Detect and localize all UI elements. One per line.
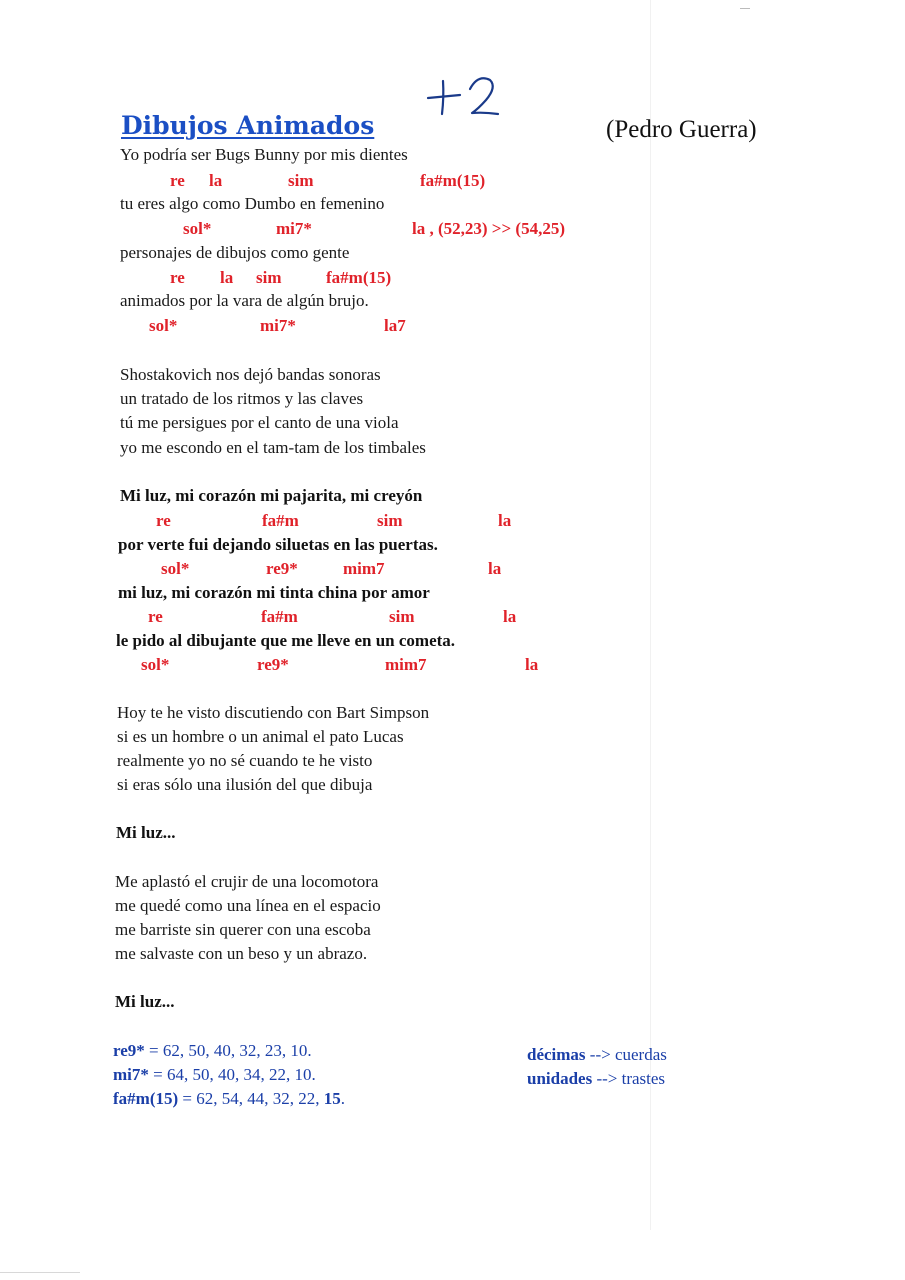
lyric-line: me quedé como una línea en el espacio bbox=[115, 896, 381, 915]
chord: la bbox=[220, 268, 234, 287]
chord: re9* bbox=[257, 655, 289, 674]
chord-def-value: = 62, 54, 44, 32, 22, bbox=[178, 1089, 324, 1108]
lyric-line: me salvaste con un beso y un abrazo. bbox=[115, 944, 368, 963]
lyric-line: tu eres algo como Dumbo en femenino bbox=[120, 194, 385, 213]
chorus-line: Mi luz, mi corazón mi pajarita, mi creyón bbox=[120, 486, 423, 505]
chord: fa#m bbox=[262, 511, 299, 530]
chord-def-name: re9* bbox=[113, 1041, 145, 1060]
scan-mark-bottom bbox=[0, 1272, 80, 1273]
chord-definition bbox=[113, 1042, 312, 1059]
lyric-line: Me aplastó el crujir de una locomotora bbox=[115, 872, 379, 891]
refrain-marker: Mi luz... bbox=[115, 992, 175, 1011]
chord-def-value: = 62, 50, 40, 32, 23, 10. bbox=[144, 1041, 312, 1060]
chord: la bbox=[525, 655, 539, 674]
legend-entry bbox=[527, 1046, 667, 1063]
chord: fa#m(15) bbox=[326, 268, 392, 287]
chord: sol* bbox=[141, 655, 170, 674]
lyric-line: animados por la vara de algún brujo. bbox=[120, 291, 369, 310]
chord: sim bbox=[389, 607, 415, 626]
legend-text: --> trastes bbox=[592, 1069, 666, 1088]
legend-term: décimas bbox=[527, 1045, 586, 1064]
chord: mi7* bbox=[260, 316, 296, 335]
chord: sim bbox=[288, 171, 314, 190]
chord-def-value: = 64, 50, 40, 34, 22, 10. bbox=[148, 1065, 316, 1084]
chord: sol* bbox=[149, 316, 178, 335]
chord: sim bbox=[256, 268, 282, 287]
chord: la bbox=[209, 171, 223, 190]
chord: re bbox=[170, 171, 185, 190]
chord: re bbox=[156, 511, 171, 530]
chord: re bbox=[170, 268, 185, 287]
chord: la bbox=[503, 607, 517, 626]
refrain-marker: Mi luz... bbox=[116, 823, 176, 842]
chord: fa#m bbox=[261, 607, 298, 626]
lyric-line: realmente yo no sé cuando te he visto bbox=[117, 751, 373, 770]
chord-def-end: . bbox=[340, 1089, 345, 1108]
chorus-line: le pido al dibujante que me lleve en un cometa. bbox=[116, 631, 456, 650]
lyric-line: yo me escondo en el tam-tam de los timbales bbox=[120, 438, 426, 457]
handwritten-transpose-note bbox=[422, 72, 512, 127]
lyric-line: tú me persigues por el canto de una viola bbox=[120, 413, 399, 432]
chord: la7 bbox=[384, 316, 406, 335]
chord-def-highlight: 15 bbox=[323, 1089, 341, 1108]
chord-definition bbox=[113, 1066, 316, 1083]
handwritten-plus-two-icon bbox=[422, 72, 512, 122]
chord: la bbox=[488, 559, 502, 578]
song-author: (Pedro Guerra) bbox=[606, 116, 757, 143]
lyric-line: me barriste sin querer con una escoba bbox=[115, 920, 371, 939]
lyric-line: si es un hombre o un animal el pato Lucas bbox=[117, 727, 404, 746]
chord-def-name: fa#m(15) bbox=[113, 1089, 179, 1108]
chord: sim bbox=[377, 511, 403, 530]
scan-mark bbox=[740, 8, 750, 9]
song-title: Dibujos Animados bbox=[121, 111, 375, 140]
chord: la bbox=[498, 511, 512, 530]
lyric-line: Hoy te he visto discutiendo con Bart Simpson bbox=[117, 703, 430, 722]
chord: sol* bbox=[183, 219, 212, 238]
lyric-line: Shostakovich nos dejó bandas sonoras bbox=[120, 365, 381, 384]
chord: mim7 bbox=[385, 655, 427, 674]
legend-term: unidades bbox=[527, 1069, 593, 1088]
chord: sol* bbox=[161, 559, 190, 578]
chorus-line: por verte fui dejando siluetas en las puertas. bbox=[118, 535, 438, 554]
chord-def-name: mi7* bbox=[113, 1065, 149, 1084]
chord: re bbox=[148, 607, 163, 626]
chord: fa#m(15) bbox=[420, 171, 486, 190]
lyric-line: Yo podría ser Bugs Bunny por mis dientes bbox=[120, 145, 408, 164]
lyric-line: si eras sólo una ilusión del que dibuja bbox=[117, 775, 373, 794]
legend-entry bbox=[527, 1070, 665, 1087]
legend-text: --> cuerdas bbox=[585, 1045, 667, 1064]
chorus-line: mi luz, mi corazón mi tinta china por amor bbox=[118, 583, 430, 602]
chord: la , (52,23) >> (54,25) bbox=[412, 219, 565, 238]
chord: mim7 bbox=[343, 559, 385, 578]
chord: mi7* bbox=[276, 219, 312, 238]
lyric-line: personajes de dibujos como gente bbox=[120, 243, 350, 262]
chord: re9* bbox=[266, 559, 298, 578]
lyric-line: un tratado de los ritmos y las claves bbox=[120, 389, 364, 408]
chord-definition bbox=[113, 1090, 345, 1107]
